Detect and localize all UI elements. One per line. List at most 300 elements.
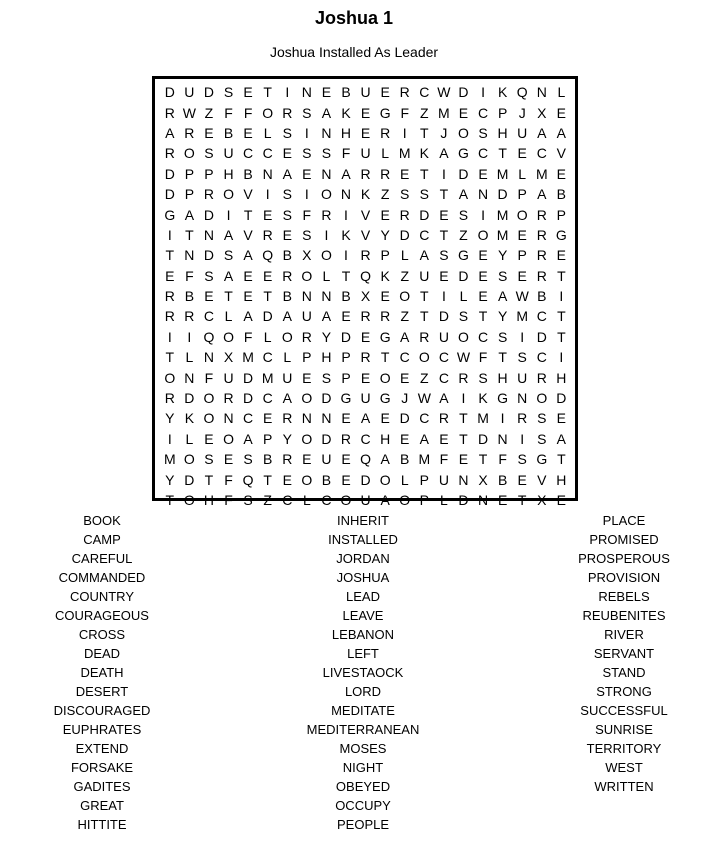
grid-letter: D <box>243 390 254 407</box>
grid-letter: M <box>261 369 274 386</box>
grid-letter: L <box>302 492 311 508</box>
grid-letter: I <box>520 328 525 345</box>
grid-letter: H <box>497 369 508 386</box>
grid-letter: T <box>498 349 507 366</box>
grid-letter: E <box>263 267 273 284</box>
grid-letter: R <box>301 328 312 345</box>
grid-letter: R <box>380 165 391 182</box>
grid-letter: R <box>419 328 430 345</box>
grid-letter: E <box>204 430 214 447</box>
grid-letter: D <box>458 492 469 508</box>
grid-letter: O <box>379 369 391 386</box>
grid-letter: U <box>438 328 449 345</box>
grid-letter: F <box>478 349 488 366</box>
grid-letter: S <box>302 145 312 162</box>
word-list-item: MEDITERRANEAN <box>306 722 420 737</box>
grid-letter: T <box>263 288 272 305</box>
grid-letter: C <box>536 145 547 162</box>
grid-letter: N <box>321 124 332 141</box>
grid-letter: B <box>497 471 508 488</box>
grid-letter: F <box>185 267 194 284</box>
grid-letter: C <box>477 328 489 345</box>
word-list-item: SERVANT <box>593 646 655 661</box>
grid-letter: C <box>419 226 430 243</box>
grid-row <box>160 225 571 245</box>
grid-letter: Z <box>400 267 409 284</box>
word-list-item: CROSS <box>78 627 126 642</box>
grid-letter: D <box>321 430 332 447</box>
word-list-item: CAREFUL <box>71 551 133 566</box>
grid-letter: I <box>344 206 348 223</box>
grid-letter: D <box>399 226 410 243</box>
grid-letter: E <box>478 165 488 182</box>
grid-letter: I <box>324 226 329 243</box>
grid-letter: C <box>262 349 273 366</box>
grid-letter: N <box>301 288 312 305</box>
grid-letter: N <box>223 410 234 427</box>
grid-letter: R <box>184 308 195 325</box>
grid-letter: T <box>380 349 390 366</box>
grid-letter: R <box>282 410 293 427</box>
grid-letter: P <box>263 430 273 447</box>
grid-letter: V <box>243 186 253 203</box>
grid-row <box>160 143 571 163</box>
grid-letter: L <box>459 288 468 305</box>
grid-letter: E <box>204 288 214 305</box>
grid-letter: E <box>341 451 351 468</box>
grid-letter: L <box>381 145 390 162</box>
grid-letter: R <box>164 145 175 162</box>
grid-letter: A <box>400 328 410 345</box>
grid-letter: D <box>203 84 214 101</box>
grid-letter: E <box>380 410 390 427</box>
grid-letter: N <box>458 471 469 488</box>
page-subtitle: Joshua Installed As Leader <box>269 44 439 60</box>
grid-letter: I <box>520 430 525 447</box>
grid-letter: I <box>304 186 309 203</box>
grid-letter: R <box>223 390 234 407</box>
word-list-item: SUNRISE <box>595 722 653 737</box>
grid-row <box>160 245 571 265</box>
grid-letter: Y <box>282 430 292 447</box>
grid-letter: L <box>518 165 527 182</box>
grid-letter: H <box>556 369 567 386</box>
grid-letter: L <box>400 471 409 488</box>
grid-letter: F <box>302 206 312 223</box>
grid-letter: U <box>184 84 195 101</box>
word-list-column-2 <box>291 511 435 834</box>
grid-letter: O <box>516 206 528 223</box>
grid-letter: E <box>204 124 214 141</box>
grid-letter: N <box>321 165 332 182</box>
grid-letter: I <box>187 328 192 345</box>
grid-letter: R <box>517 410 528 427</box>
grid-letter: A <box>419 247 429 264</box>
grid-letter: C <box>477 104 489 121</box>
grid-letter: S <box>517 451 527 468</box>
grid-letter: C <box>419 84 430 101</box>
grid-letter: D <box>497 186 508 203</box>
grid-letter: H <box>340 124 352 141</box>
grid-letter: R <box>360 247 371 264</box>
grid-letter: S <box>243 492 253 508</box>
grid-letter: G <box>379 390 391 407</box>
grid-letter: V <box>556 145 567 162</box>
grid-row <box>160 388 571 408</box>
grid-letter: G <box>379 328 391 345</box>
word-list-item: GADITES <box>73 779 131 794</box>
grid-letter: S <box>497 328 508 345</box>
grid-letter: E <box>302 451 312 468</box>
grid-letter: L <box>400 247 409 264</box>
grid-letter: R <box>380 124 391 141</box>
grid-row <box>160 82 571 102</box>
grid-letter: D <box>556 390 567 407</box>
word-search-grid <box>152 76 578 508</box>
grid-letter: T <box>420 308 429 325</box>
grid-letter: R <box>380 308 391 325</box>
grid-letter: N <box>517 390 528 407</box>
grid-letter: O <box>183 451 195 468</box>
grid-letter: D <box>164 165 175 182</box>
word-list-item: INHERIT <box>337 513 389 528</box>
grid-letter: O <box>301 390 313 407</box>
grid-letter: K <box>419 145 429 162</box>
grid-letter: E <box>400 165 410 182</box>
grid-letter: I <box>167 328 172 345</box>
grid-letter: C <box>399 349 410 366</box>
word-list-item: PROMISED <box>589 532 659 547</box>
grid-letter: I <box>500 410 505 427</box>
grid-letter: Y <box>165 410 175 427</box>
grid-letter: M <box>535 165 548 182</box>
grid-letter: D <box>458 84 469 101</box>
grid-letter: S <box>243 451 253 468</box>
grid-letter: U <box>517 124 528 141</box>
grid-letter: T <box>165 247 175 264</box>
grid-letter: M <box>496 165 509 182</box>
grid-letter: T <box>557 451 566 468</box>
grid-letter: R <box>164 390 175 407</box>
grid-letter: E <box>263 410 273 427</box>
grid-letter: E <box>360 104 371 121</box>
grid-letter: O <box>301 267 313 284</box>
grid-letter: G <box>497 390 509 407</box>
grid-letter: S <box>204 145 214 162</box>
grid-letter: I <box>285 84 290 101</box>
grid-letter: R <box>438 410 449 427</box>
grid-letter: R <box>399 84 410 101</box>
grid-letter: F <box>400 104 409 121</box>
grid-letter: H <box>223 165 234 182</box>
grid-letter: N <box>340 186 352 203</box>
grid-letter: A <box>537 186 547 203</box>
grid-letter: T <box>557 328 566 345</box>
grid-letter: E <box>341 308 351 325</box>
word-list-item: FORSAKE <box>70 760 134 775</box>
grid-letter: M <box>438 104 450 121</box>
grid-letter: A <box>439 145 449 162</box>
grid-letter: K <box>184 410 195 427</box>
grid-letter: A <box>282 308 292 325</box>
grid-letter: N <box>536 84 547 101</box>
grid-letter: H <box>497 124 508 141</box>
grid-letter: Y <box>380 226 390 243</box>
grid-letter: A <box>419 430 429 447</box>
grid-letter: S <box>302 104 312 121</box>
grid-letter: E <box>321 84 332 101</box>
grid-letter: T <box>185 226 194 243</box>
grid-letter: R <box>164 288 175 305</box>
grid-letter: L <box>263 328 272 345</box>
grid-letter: D <box>458 267 469 284</box>
grid-letter: X <box>360 288 371 305</box>
grid-row <box>160 429 571 449</box>
grid-letter: S <box>458 308 469 325</box>
grid-letter: Q <box>262 247 274 264</box>
grid-letter: P <box>517 186 527 203</box>
grid-letter: U <box>223 145 234 162</box>
grid-letter: B <box>341 288 351 305</box>
grid-letter: R <box>282 104 293 121</box>
grid-letter: E <box>243 84 253 101</box>
grid-letter: U <box>360 390 371 407</box>
word-list-item: DEAD <box>83 646 121 661</box>
grid-letter: A <box>282 390 292 407</box>
grid-letter: T <box>224 288 233 305</box>
grid-letter: N <box>477 492 489 508</box>
grid-letter: A <box>282 165 292 182</box>
grid-letter: S <box>537 410 547 427</box>
grid-letter: P <box>419 492 429 508</box>
word-list-item: WRITTEN <box>594 779 654 794</box>
grid-letter: N <box>301 410 312 427</box>
word-list-item: BOOK <box>83 513 121 528</box>
grid-letter: R <box>399 206 410 223</box>
grid-letter: G <box>340 390 352 407</box>
grid-letter: O <box>340 492 352 508</box>
grid-letter: G <box>555 226 567 243</box>
grid-letter: P <box>419 471 429 488</box>
grid-letter: E <box>302 369 312 386</box>
grid-letter: N <box>262 165 273 182</box>
grid-letter: X <box>537 492 547 508</box>
grid-letter: E <box>556 165 567 182</box>
grid-letter: N <box>203 349 214 366</box>
grid-row <box>160 367 571 387</box>
grid-letter: V <box>360 226 371 243</box>
grid-letter: N <box>301 84 312 101</box>
grid-letter: H <box>556 471 567 488</box>
grid-letter: M <box>496 226 509 243</box>
grid-letter: D <box>262 308 273 325</box>
word-list-item: REUBENITES <box>582 608 666 623</box>
grid-letter: S <box>204 451 214 468</box>
grid-row <box>160 469 571 489</box>
grid-letter: R <box>203 186 214 203</box>
grid-letter: T <box>439 186 449 203</box>
grid-letter: Y <box>165 471 175 488</box>
grid-letter: U <box>360 84 371 101</box>
grid-letter: C <box>243 410 254 427</box>
grid-letter: D <box>243 369 254 386</box>
grid-letter: A <box>360 410 371 427</box>
grid-letter: E <box>360 328 371 345</box>
word-list-item: INSTALLED <box>328 532 398 547</box>
grid-letter: E <box>478 288 488 305</box>
grid-letter: T <box>459 410 468 427</box>
grid-letter: E <box>243 124 253 141</box>
grid-letter: V <box>243 226 253 243</box>
grid-letter: O <box>203 390 215 407</box>
grid-letter: R <box>360 308 371 325</box>
grid-letter: L <box>322 267 331 284</box>
grid-letter: S <box>478 369 488 386</box>
word-list-item: JORDAN <box>336 551 390 566</box>
grid-letter: B <box>400 451 410 468</box>
grid-letter: T <box>420 288 429 305</box>
grid-letter: E <box>517 471 527 488</box>
grid-letter: C <box>262 390 273 407</box>
grid-letter: E <box>380 288 390 305</box>
grid-letter: D <box>203 247 214 264</box>
grid-letter: D <box>458 165 469 182</box>
grid-letter: N <box>203 226 214 243</box>
grid-letter: E <box>497 492 508 508</box>
grid-letter: B <box>341 84 351 101</box>
grid-letter: A <box>321 104 332 121</box>
grid-letter: L <box>224 308 233 325</box>
grid-letter: D <box>360 471 371 488</box>
grid-letter: A <box>556 124 567 141</box>
grid-letter: I <box>304 124 309 141</box>
grid-letter: D <box>536 328 547 345</box>
grid-letter: K <box>380 267 390 284</box>
grid-letter: P <box>380 247 390 264</box>
grid-letter: T <box>263 471 272 488</box>
grid-letter: O <box>301 471 313 488</box>
word-list-item: OBEYED <box>335 779 391 794</box>
word-list-item: COURAGEOUS <box>55 608 149 623</box>
grid-letter: S <box>497 267 508 284</box>
grid-letter: T <box>557 267 566 284</box>
word-list-item: MEDITATE <box>331 703 395 718</box>
grid-letter: E <box>243 267 253 284</box>
grid-letter: A <box>321 308 332 325</box>
grid-letter: E <box>263 206 273 223</box>
grid-letter: O <box>281 328 293 345</box>
grid-row <box>160 102 571 122</box>
grid-letter: Z <box>459 226 468 243</box>
grid-row <box>160 449 571 469</box>
grid-letter: E <box>458 451 469 468</box>
grid-letter: N <box>321 410 332 427</box>
grid-letter: E <box>165 267 175 284</box>
word-list-item: HITTITE <box>77 817 127 832</box>
grid-letter: O <box>477 226 489 243</box>
grid-letter: J <box>440 124 448 141</box>
grid-letter: O <box>223 186 234 203</box>
grid-letter: O <box>536 390 548 407</box>
grid-letter: Z <box>204 104 214 121</box>
grid-letter: S <box>223 247 234 264</box>
grid-letter: C <box>438 349 449 366</box>
grid-letter: E <box>223 451 234 468</box>
grid-letter: O <box>458 124 469 141</box>
grid-letter: U <box>438 471 449 488</box>
grid-row <box>160 164 571 184</box>
grid-letter: A <box>439 390 449 407</box>
grid-letter: T <box>420 165 429 182</box>
grid-letter: L <box>557 84 566 101</box>
grid-letter: H <box>321 349 332 366</box>
grid-row <box>160 347 571 367</box>
word-list-item: GREAT <box>80 798 124 813</box>
grid-letter: E <box>400 369 410 386</box>
grid-letter: I <box>265 186 270 203</box>
grid-letter: P <box>302 349 312 366</box>
grid-letter: S <box>321 369 332 386</box>
grid-letter: A <box>341 165 351 182</box>
grid-letter: K <box>341 226 351 243</box>
word-list-column-3 <box>552 511 696 796</box>
grid-letter: O <box>320 186 332 203</box>
grid-letter: I <box>226 206 231 223</box>
grid-row <box>160 306 571 326</box>
page-title: Joshua 1 <box>314 8 394 28</box>
grid-letter: C <box>243 145 254 162</box>
word-list-item: PROVISION <box>587 570 661 585</box>
grid-letter: N <box>184 247 195 264</box>
grid-letter: A <box>243 308 253 325</box>
grid-row <box>160 266 571 286</box>
grid-letter: I <box>481 84 485 101</box>
grid-letter: W <box>182 104 196 121</box>
grid-letter: K <box>341 104 351 121</box>
grid-letter: S <box>419 186 429 203</box>
grid-letter: C <box>321 492 332 508</box>
grid-letter: R <box>282 451 293 468</box>
grid-letter: D <box>184 390 195 407</box>
grid-letter: I <box>167 430 172 447</box>
word-list-item: STAND <box>602 665 646 680</box>
grid-letter: G <box>379 104 391 121</box>
grid-letter: O <box>223 430 234 447</box>
grid-letter: D <box>477 430 489 447</box>
grid-letter: E <box>360 124 371 141</box>
grid-letter: D <box>399 410 410 427</box>
grid-letter: R <box>360 349 371 366</box>
grid-letter: D <box>438 308 449 325</box>
grid-letter: C <box>477 145 489 162</box>
grid-row <box>160 408 571 428</box>
grid-letter: K <box>478 390 488 407</box>
grid-letter: O <box>379 471 391 488</box>
grid-letter: S <box>282 186 292 203</box>
grid-letter: I <box>441 288 446 305</box>
word-list-item: LEBANON <box>331 627 395 642</box>
grid-letter: A <box>380 492 390 508</box>
grid-letter: E <box>478 267 488 284</box>
grid-letter: U <box>517 369 528 386</box>
grid-letter: E <box>556 492 567 508</box>
grid-letter: N <box>477 186 489 203</box>
grid-letter: F <box>498 451 507 468</box>
grid-letter: D <box>203 206 214 223</box>
grid-row <box>160 327 571 347</box>
grid-letter: B <box>537 288 547 305</box>
grid-letter: R <box>321 206 332 223</box>
